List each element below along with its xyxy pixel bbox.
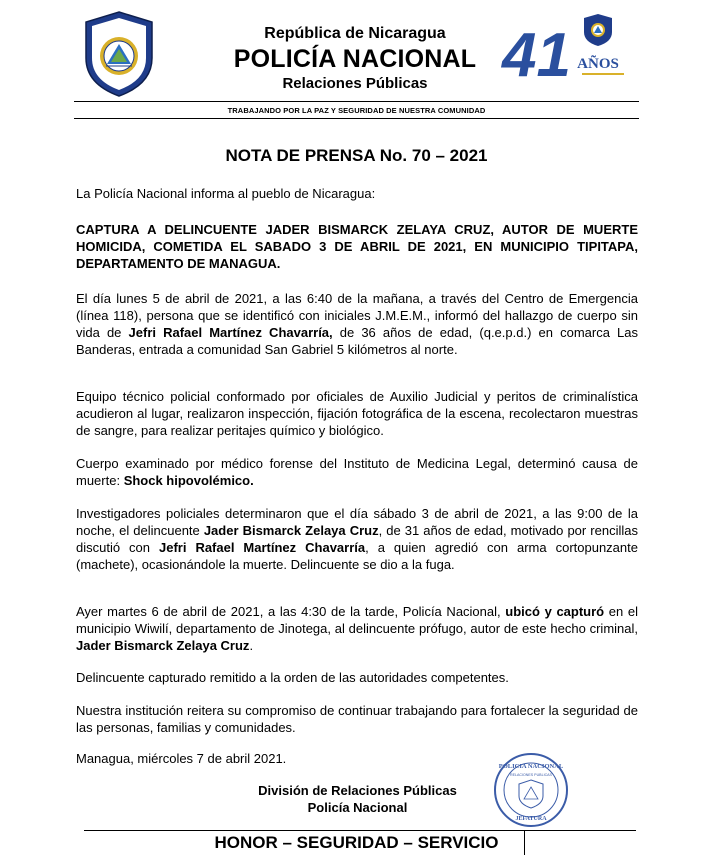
p5-suspect-name: Jader Bismarck Zelaya Cruz [76, 638, 250, 653]
p4-victim-name: Jefri Rafael Martínez Chavarría [159, 540, 366, 555]
p3-text-a: Cuerpo examinado por médico forense del Instituto de Medicina Legal, determinó causa de muerte: [76, 456, 638, 488]
jefatura-seal-stamp [493, 752, 569, 828]
motto-text-cursor [524, 831, 525, 855]
policia-badge-logo [82, 10, 156, 98]
republica-heading: República de Nicaragua [264, 25, 446, 42]
signature-line-1: División de Relaciones Públicas [258, 783, 457, 798]
p3-cause-of-death: Shock hipovolémico. [123, 473, 254, 488]
mini-badge-icon [584, 14, 612, 46]
anniversary-number: 41 [502, 21, 571, 90]
paragraph-2: Equipo técnico policial conformado por oficiales de Auxilio Judicial y peritos de criminalística acudieron al lugar, realizaron inspección, fijación fotográfica de la escena, recolectaron muestras de sangre, para realizar peritajes químico y biológico. [76, 389, 638, 438]
date-line: Managua, miércoles 7 de abril 2021. [76, 751, 287, 766]
p1-victim-name: Jefri Rafael Martínez Chavarría, [128, 325, 333, 340]
p4-text-e: , a quien agredió con arma cortopunzante (machete), ocasionándole la muerte. Delincuente se dio a la fuga. [76, 540, 638, 572]
signature-block [230, 782, 485, 816]
seal-bottom-text: JEFATURA [515, 816, 547, 822]
paragraph-6: Delincuente capturado remitido a la orden de las autoridades competentes. [76, 670, 509, 685]
seal-middle-text: RELACIONES PUBLICAS [510, 773, 552, 777]
paragraph-5 [76, 603, 638, 654]
paragraph-1 [76, 290, 638, 358]
p4-suspect-name: Jader Bismarck Zelaya Cruz [203, 523, 379, 538]
p5-text-c: en el municipio Wiwilí, departamento de Jinotega, al delincuente prófugo, autor de este hecho criminal, [76, 604, 639, 636]
p1-text-a: El día lunes 5 de abril de 2021, a las 6:40 de la mañana, a través del Centro de Emergencia (línea 118), persona que se identificó con iniciales J.M.E.M., informó del hallazgo de cuerpo sin vida de [76, 291, 638, 340]
intro-paragraph: La Policía Nacional informa al pueblo de Nicaragua: [76, 186, 376, 201]
header-titles [200, 24, 510, 93]
tagline: TRABAJANDO POR LA PAZ Y SEGURIDAD DE NUESTRA COMUNIDAD [227, 106, 486, 115]
header-rule [74, 101, 639, 102]
paragraph-7: Nuestra institución reitera su compromiso de continuar trabajando para fortalecer la seguridad de las personas, familias y comunidades. [76, 703, 638, 735]
seal-top-text: POLICIA NACIONAL [498, 763, 564, 770]
policia-heading: POLICÍA NACIONAL [233, 45, 477, 73]
p5-captured-phrase: ubicó y capturó [505, 604, 605, 619]
tagline-rule [74, 118, 639, 119]
p1-text-c: de 36 años de edad, (q.e.p.d.) en comarca Las Banderas, entrada a comunidad San Gabriel 5 kilómetros al norte. [76, 325, 638, 357]
p4-text-a: Investigadores policiales determinaron que el día sábado 3 de abril de 2021, a las 9:00 de la noche, el delincuente [76, 506, 638, 538]
p4-text-c: , de 31 años de edad, motivado por rencillas discutió con [76, 523, 638, 555]
motto: HONOR – SEGURIDAD – SERVICIO [214, 833, 499, 852]
41-anos-logo [500, 10, 630, 90]
paragraph-3 [76, 455, 638, 489]
signature-line-2: Policía Nacional [307, 800, 408, 815]
footer-rule [84, 830, 636, 831]
press-release-title: NOTA DE PRENSA No. 70 – 2021 [225, 146, 488, 165]
anniversary-label: AÑOS [577, 56, 619, 72]
headline-paragraph: CAPTURA A DELINCUENTE JADER BISMARCK ZELAYA CRUZ, AUTOR DE MUERTE HOMICIDA, COMETIDA EL SABADO 3 DE ABRIL DE 2021, EN MUNICIPIO TIPITAPA, DEPARTAMENTO DE MANAGUA. [76, 222, 638, 271]
p5-text-e: . [249, 638, 254, 653]
p5-text-a: Ayer martes 6 de abril de 2021, a las 4:30 de la tarde, Policía Nacional, [76, 604, 506, 619]
paragraph-4 [76, 505, 638, 573]
relaciones-publicas-heading: Relaciones Públicas [282, 75, 428, 92]
